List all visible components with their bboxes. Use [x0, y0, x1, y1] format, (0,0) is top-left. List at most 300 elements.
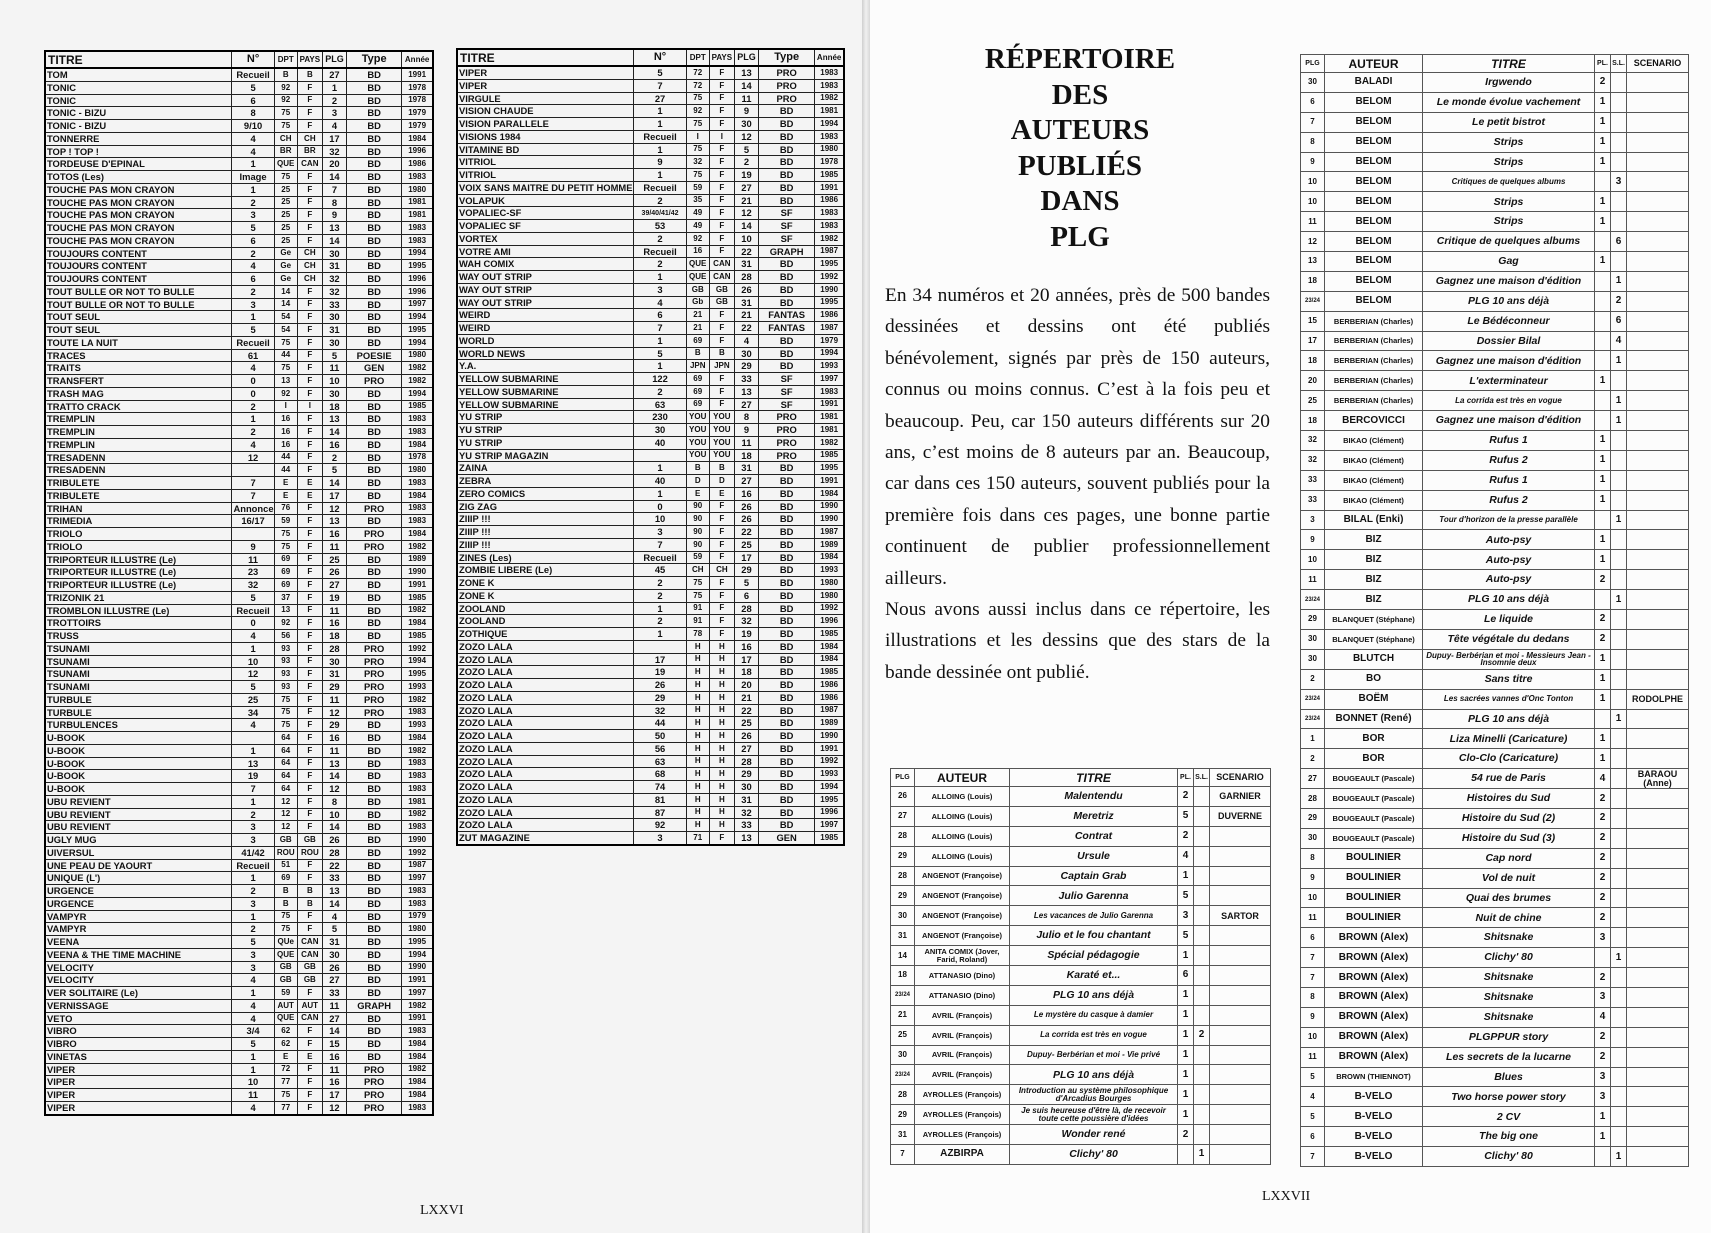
scenario-cell [1627, 848, 1689, 868]
table-row [457, 309, 844, 322]
type-cell: BD [759, 615, 815, 628]
dpt-cell: 49 [686, 207, 709, 220]
table-row [1301, 311, 1689, 331]
table-row [1301, 888, 1689, 908]
type-cell: BD [759, 105, 815, 118]
type-cell: BD [347, 285, 402, 298]
titre-cell: TONIC - BIZU [45, 107, 232, 120]
plg-cell: 27 [734, 475, 758, 488]
sl-cell [1194, 1045, 1210, 1065]
number-cell: Recueil [634, 130, 686, 143]
number-cell: Recueil [232, 336, 274, 349]
table-row [45, 158, 433, 171]
pays-cell: F [297, 298, 322, 311]
number-cell: 13 [232, 757, 274, 770]
titre-cell: UNE PEAU DE YAOURT [45, 859, 232, 872]
type-cell: PRO [347, 693, 402, 706]
titre-cell: WAY OUT STRIP [457, 296, 634, 309]
dpt-cell: 44 [274, 349, 297, 362]
dpt-cell: 92 [686, 232, 709, 245]
sl-cell: 2 [1194, 1025, 1210, 1045]
dpt-cell: 51 [274, 859, 297, 872]
pays-cell: F [709, 526, 734, 539]
plg-cell: 16 [734, 487, 758, 500]
number-cell: 2 [634, 589, 686, 602]
plg-cell: 9 [734, 424, 758, 437]
pl-cell: 1 [1178, 1045, 1194, 1065]
pays-cell: F [297, 515, 322, 528]
plg-cell: 5 [1301, 1067, 1325, 1087]
dpt-cell: 75 [274, 362, 297, 375]
pl-cell: 2 [1595, 570, 1611, 590]
titre-cell: TORDEUSE D'EPINAL [45, 158, 232, 171]
table-row [457, 271, 844, 284]
plg-cell: 11 [322, 362, 346, 375]
table-row [45, 668, 433, 681]
title-cell: Tête végétale du dedans [1423, 629, 1595, 649]
type-cell: PRO [347, 681, 402, 694]
number-cell: 1 [634, 360, 686, 373]
author-cell: AYROLLES (François) [915, 1105, 1010, 1125]
pl-cell [1595, 271, 1611, 291]
titre-cell: ZIIIP !!! [457, 526, 634, 539]
dpt-cell: H [686, 717, 709, 730]
dpt-cell: 92 [274, 81, 297, 94]
scenario-cell [1627, 1127, 1689, 1147]
table-row [1301, 1087, 1689, 1107]
plg-cell: 27 [1301, 769, 1325, 789]
number-cell: 26 [634, 679, 686, 692]
table-row [45, 285, 433, 298]
type-cell: BD [759, 793, 815, 806]
titre-cell: ZUT MAGAZINE [457, 832, 634, 845]
table-row [457, 806, 844, 819]
number-cell: 7 [634, 322, 686, 335]
type-cell: BD [347, 757, 402, 770]
plg-cell: 29 [891, 886, 915, 906]
plg-cell: 16 [322, 1050, 346, 1063]
dpt-cell: 69 [686, 373, 709, 386]
dpt-cell: 93 [274, 642, 297, 655]
plg-cell: 11 [322, 540, 346, 553]
pl-cell: 1 [1595, 470, 1611, 490]
table-row [45, 974, 433, 987]
titre-cell: TSUNAMI [45, 655, 232, 668]
number-cell: 4 [232, 260, 274, 273]
title-cell: Gagnez une maison d'édition [1423, 351, 1595, 371]
dpt-cell: 75 [686, 169, 709, 182]
plg-cell: 14 [322, 234, 346, 247]
dpt-cell: H [686, 666, 709, 679]
plg-cell: 17 [322, 132, 346, 145]
year-cell: 1984 [402, 132, 433, 145]
table-row [1301, 669, 1689, 689]
year-cell: 1982 [402, 604, 433, 617]
scenario-cell [1627, 1067, 1689, 1087]
year-cell: 1985 [815, 628, 844, 641]
number-cell: 0 [634, 500, 686, 513]
plg-cell: 26 [734, 500, 758, 513]
type-cell: BD [347, 464, 402, 477]
author-cell: BERBERIAN (Charles) [1325, 391, 1423, 411]
dpt-cell: 75 [274, 1089, 297, 1102]
dpt-cell: 62 [274, 1038, 297, 1051]
type-cell: BD [347, 1012, 402, 1025]
scenario-cell: BARAOU (Anne) [1627, 769, 1689, 789]
titre-cell: VOTRE AMI [457, 245, 634, 258]
plg-cell: 20 [1301, 371, 1325, 391]
table-row [891, 1145, 1271, 1165]
titre-cell: ZOZO LALA [457, 793, 634, 806]
year-cell: 1987 [815, 704, 844, 717]
pays-cell: F [297, 604, 322, 617]
pl-cell: 3 [1595, 987, 1611, 1007]
table-row [457, 640, 844, 653]
plg-cell: 16 [322, 438, 346, 451]
titre-cell: YU STRIP [457, 411, 634, 424]
number-cell: 5 [232, 681, 274, 694]
table-row [457, 258, 844, 271]
title-cell: Meretriz [1010, 806, 1178, 826]
year-cell: 1997 [815, 373, 844, 386]
scenario-cell [1210, 886, 1271, 906]
type-cell: BD [347, 961, 402, 974]
scenario-cell [1627, 729, 1689, 749]
titre-cell: VAMPYR [45, 923, 232, 936]
header-scenario: SCENARIO [1627, 55, 1689, 73]
number-cell: 17 [634, 653, 686, 666]
dpt-cell: 44 [274, 451, 297, 464]
type-cell: BD [759, 717, 815, 730]
pl-cell: 1 [1178, 1105, 1194, 1125]
pays-cell: F [297, 732, 322, 745]
type-cell: PRO [347, 655, 402, 668]
titre-cell: VETO [45, 1012, 232, 1025]
pays-cell: F [297, 120, 322, 133]
table-row [45, 617, 433, 630]
header-titre: TITRE [1423, 55, 1595, 73]
plg-cell: 15 [1301, 311, 1325, 331]
pays-cell: CAN [297, 1012, 322, 1025]
dpt-cell: GB [686, 283, 709, 296]
title-cell: 54 rue de Paris [1423, 769, 1595, 789]
table-row [891, 1065, 1271, 1085]
title-cell: Blues [1423, 1067, 1595, 1087]
type-cell: PRO [759, 436, 815, 449]
sl-cell: 6 [1611, 232, 1627, 252]
type-cell: PRO [347, 1076, 402, 1089]
titre-cell: VITRIOL [457, 169, 634, 182]
pays-cell: F [297, 387, 322, 400]
number-cell: 9 [232, 540, 274, 553]
authors-body-bottom [891, 787, 1271, 1165]
pays-cell: F [297, 744, 322, 757]
header-auteur: AUTEUR [1325, 55, 1423, 73]
type-cell: BD [347, 336, 402, 349]
number-cell [232, 732, 274, 745]
plg-cell: 2 [1301, 669, 1325, 689]
dpt-cell: 49 [686, 220, 709, 233]
title-cell: Julio et le fou chantant [1010, 926, 1178, 946]
dpt-cell: I [686, 130, 709, 143]
table-row [457, 92, 844, 105]
sl-cell [1611, 530, 1627, 550]
scenario-cell [1627, 431, 1689, 451]
table-row [1301, 908, 1689, 928]
dpt-cell: 77 [274, 1101, 297, 1114]
plg-cell: 14 [322, 477, 346, 490]
author-cell: BOR [1325, 749, 1423, 769]
pays-cell: F [297, 795, 322, 808]
plg-cell: 17 [1301, 331, 1325, 351]
table-row [45, 923, 433, 936]
pays-cell: F [709, 551, 734, 564]
number-cell: 1 [232, 311, 274, 324]
pays-cell: F [297, 1063, 322, 1076]
type-cell: BD [347, 413, 402, 426]
table-row [1301, 192, 1689, 212]
dpt-cell: 76 [274, 502, 297, 515]
year-cell: 1993 [815, 564, 844, 577]
scenario-cell [1210, 1065, 1271, 1085]
number-cell: 2 [232, 196, 274, 209]
table-row [457, 704, 844, 717]
table-row [891, 866, 1271, 886]
table-row [45, 120, 433, 133]
plg-cell: 30 [891, 906, 915, 926]
pays-cell: F [297, 324, 322, 337]
title-cell: PLG 10 ans déjà [1423, 590, 1595, 610]
number-cell: 2 [634, 615, 686, 628]
year-cell: 1980 [402, 923, 433, 936]
dpt-cell: B [686, 347, 709, 360]
title-cell: Spécial pédagogie [1010, 946, 1178, 966]
year-cell: 1991 [402, 974, 433, 987]
plg-cell: 29 [322, 719, 346, 732]
scenario-cell [1627, 112, 1689, 132]
dpt-cell: 64 [274, 770, 297, 783]
type-cell: BD [347, 196, 402, 209]
author-cell: BELOM [1325, 271, 1423, 291]
pays-cell: F [297, 502, 322, 515]
year-cell: 1991 [815, 475, 844, 488]
year-cell: 1980 [815, 589, 844, 602]
plg-cell: 18 [1301, 351, 1325, 371]
pays-cell: F [297, 987, 322, 1000]
plg-cell: 13 [322, 413, 346, 426]
type-cell: BD [347, 1050, 402, 1063]
year-cell: 1982 [815, 92, 844, 105]
number-cell: Recueil [232, 859, 274, 872]
plg-cell: 16 [322, 732, 346, 745]
titre-cell: ZOZO LALA [457, 730, 634, 743]
scenario-cell [1627, 311, 1689, 331]
title-cell: Vol de nuit [1423, 868, 1595, 888]
type-cell: SF [759, 207, 815, 220]
titre-cell: TONIC - BIZU [45, 120, 232, 133]
type-cell: BD [347, 566, 402, 579]
number-cell: 4 [232, 630, 274, 643]
plg-cell: 22 [734, 322, 758, 335]
plg-cell: 7 [1301, 948, 1325, 968]
pays-cell: F [297, 1089, 322, 1102]
titre-cell: WAH COMIX [457, 258, 634, 271]
dpt-cell: 44 [274, 464, 297, 477]
type-cell: BD [347, 885, 402, 898]
plg-cell: 9 [734, 105, 758, 118]
number-cell: 6 [232, 234, 274, 247]
plg-cell: 9 [1301, 152, 1325, 172]
pays-cell: F [297, 617, 322, 630]
dpt-cell: H [686, 742, 709, 755]
titre-cell: TOUJOURS CONTENT [45, 247, 232, 260]
table-row [1301, 848, 1689, 868]
year-cell: 1990 [815, 283, 844, 296]
pays-cell: B [709, 462, 734, 475]
dpt-cell: H [686, 755, 709, 768]
table-row [45, 719, 433, 732]
pl-cell: 1 [1595, 530, 1611, 550]
plg-cell: 20 [734, 679, 758, 692]
plg-cell: 17 [734, 551, 758, 564]
plg-cell: 33 [322, 987, 346, 1000]
intro-paragraph: En 34 numéros et 20 années, près de 500 bandes dessinées et dessins ont été publiés bénévolement, signés par près de 150 auteurs, connus ou moins connus. C’est à la fois peu et beaucoup. Peu, car 150 auteurs différents sur 20 ans, c’est moins de 8 auteurs par an. Beaucoup, car dans ces 150 auteurs, souvent publiés pour la première fois dans ces pages, une bonne partie continuent de publier professionnellement ailleurs. [885, 285, 1270, 589]
type-cell: FANTAS [759, 322, 815, 335]
plg-cell: 22 [734, 704, 758, 717]
plg-cell: 12 [322, 706, 346, 719]
plg-cell: 28 [891, 1085, 915, 1105]
table-row [45, 298, 433, 311]
type-cell: BD [759, 819, 815, 832]
header-titre: TITRE [457, 49, 634, 66]
plg-cell: 12 [322, 783, 346, 796]
type-cell: BD [347, 719, 402, 732]
table-header [457, 49, 844, 66]
table-row [45, 1089, 433, 1102]
title-cell: Rufus 1 [1423, 431, 1595, 451]
pays-cell: F [297, 413, 322, 426]
number-cell: 4 [232, 1012, 274, 1025]
plg-cell: 30 [734, 347, 758, 360]
titre-cell: TROMBLON ILLUSTRE (Le) [45, 604, 232, 617]
table-row [1301, 212, 1689, 232]
year-cell: 1996 [815, 806, 844, 819]
title-cell: La corrida est très en vogue [1010, 1025, 1178, 1045]
year-cell: 1995 [815, 462, 844, 475]
year-cell: 1985 [815, 169, 844, 182]
titre-cell: TRESADENN [45, 451, 232, 464]
table-row [45, 1012, 433, 1025]
pays-cell: F [709, 628, 734, 641]
pays-cell: F [297, 349, 322, 362]
table-row [45, 885, 433, 898]
plg-cell: 6 [1301, 1127, 1325, 1147]
dpt-cell: 75 [686, 118, 709, 131]
number-cell: 3 [232, 298, 274, 311]
type-cell: BD [759, 258, 815, 271]
pays-cell: F [297, 872, 322, 885]
pays-cell: F [709, 66, 734, 79]
number-cell: 0 [232, 387, 274, 400]
table-row [45, 515, 433, 528]
scenario-cell [1627, 530, 1689, 550]
sl-cell: 4 [1611, 331, 1627, 351]
authors-table-bottom [890, 768, 1271, 1165]
titre-cell: U-BOOK [45, 744, 232, 757]
title-cell: Rufus 2 [1423, 450, 1595, 470]
pl-cell [1595, 709, 1611, 729]
table-row [45, 222, 433, 235]
sl-cell: 1 [1611, 510, 1627, 530]
pays-cell: F [297, 821, 322, 834]
table-row [1301, 530, 1689, 550]
year-cell: 1983 [402, 171, 433, 184]
sl-cell: 1 [1611, 948, 1627, 968]
title-cell: Gag [1423, 252, 1595, 272]
titre-cell: TOUCHE PAS MON CRAYON [45, 209, 232, 222]
table-row [1301, 649, 1689, 669]
table-row [45, 94, 433, 107]
author-cell: BIKAO (Clément) [1325, 431, 1423, 451]
number-cell: 3 [232, 834, 274, 847]
plg-cell: 27 [734, 398, 758, 411]
title-cell: Auto-psy [1423, 550, 1595, 570]
scenario-cell [1627, 908, 1689, 928]
pl-cell [1595, 311, 1611, 331]
sl-cell: 1 [1194, 1145, 1210, 1165]
pays-cell: CAN [709, 258, 734, 271]
table-row [457, 768, 844, 781]
number-cell: 3 [232, 209, 274, 222]
table-header [45, 51, 433, 68]
pays-cell: F [709, 181, 734, 194]
type-cell: BD [759, 487, 815, 500]
number-cell: 1 [634, 628, 686, 641]
table-row [457, 832, 844, 845]
pays-cell: CAN [709, 271, 734, 284]
sl-cell [1611, 1087, 1627, 1107]
titre-cell: UNIQUE (L') [45, 872, 232, 885]
dpt-cell: E [274, 1050, 297, 1063]
dpt-cell: CH [686, 564, 709, 577]
plg-cell: 11 [1301, 212, 1325, 232]
table-row [457, 322, 844, 335]
plg-cell: 30 [322, 655, 346, 668]
year-cell: 1983 [402, 222, 433, 235]
type-cell: BD [347, 1038, 402, 1051]
pl-cell: 2 [1595, 908, 1611, 928]
year-cell: 1993 [815, 768, 844, 781]
plg-cell: 11 [1301, 570, 1325, 590]
table-row [45, 1025, 433, 1038]
plg-cell: 21 [734, 309, 758, 322]
year-cell: 1978 [402, 81, 433, 94]
pays-cell: YOU [709, 436, 734, 449]
year-cell: 1990 [402, 566, 433, 579]
table-row [457, 819, 844, 832]
title-cell: PLGPPUR story [1423, 1027, 1595, 1047]
dpt-cell: 64 [274, 744, 297, 757]
pays-cell: CH [297, 260, 322, 273]
number-cell: 1 [634, 118, 686, 131]
title-cell: Clichy' 80 [1010, 1145, 1178, 1165]
titre-cell: ZOZO LALA [457, 806, 634, 819]
author-cell: BLUTCH [1325, 649, 1423, 669]
pays-cell: F [709, 309, 734, 322]
table-row [457, 781, 844, 794]
plg-cell: 21 [734, 691, 758, 704]
titre-cell: TRESADENN [45, 464, 232, 477]
